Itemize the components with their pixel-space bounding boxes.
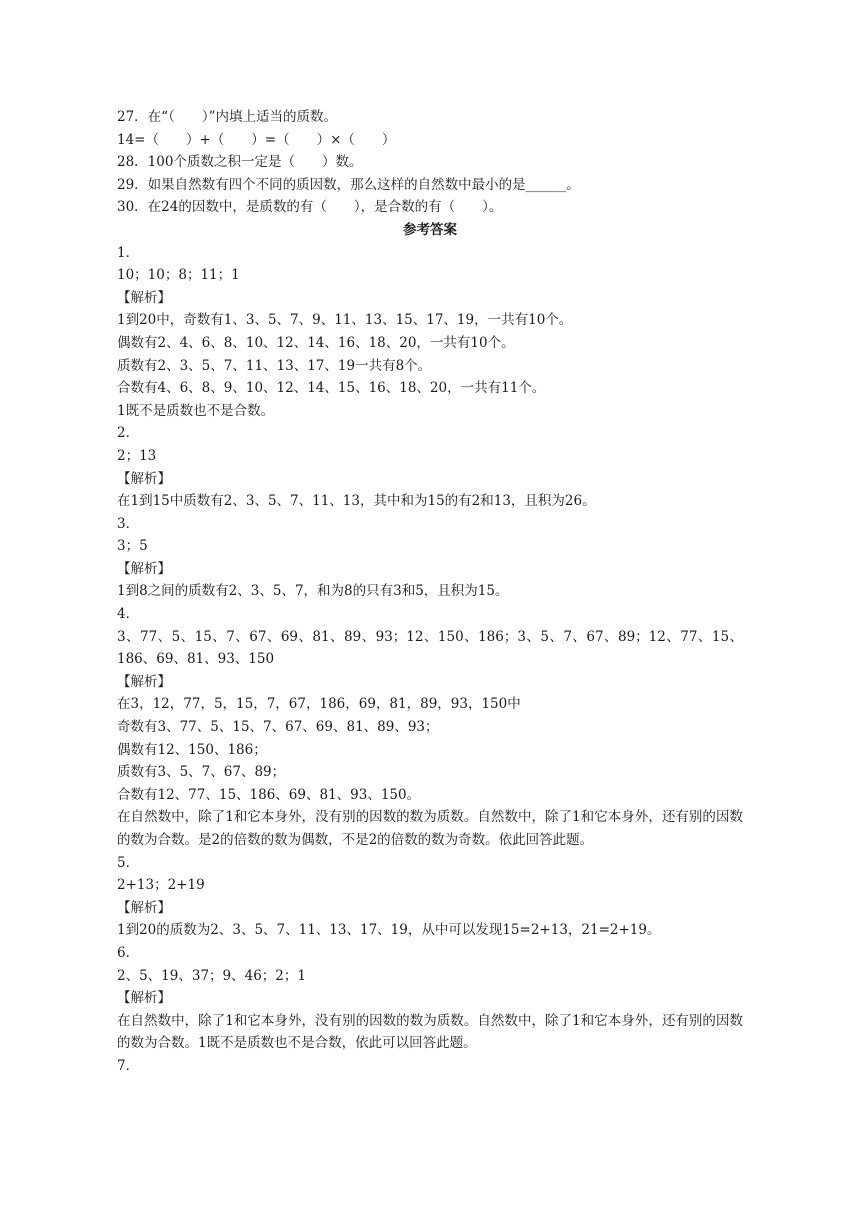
answer-4-analysis-composite: 合数有12、77、15、186、69、81、93、150。 [117, 786, 421, 803]
answer-1-analysis-odd: 1到20中，奇数有1、3、5、7、9、11、13、15、17、19，一共有10个。 [117, 312, 573, 329]
answer-4-analysis-odd: 奇数有3、77、5、15、7、67、69、81、89、93； [117, 719, 439, 736]
answer-1-value: 10；10；8；11；1 [117, 267, 240, 284]
answer-2-value: 2；13 [117, 447, 157, 464]
answer-2-analysis-label: 【解析】 [117, 470, 171, 487]
answer-1-analysis-composite: 合数有4、6、8、9、10、12、14、15、16、18、20，一共有11个。 [117, 380, 546, 397]
answer-5-analysis: 1到20的质数为2、3、5、7、11、13、17、19，从中可以发现15=2+13，21=2+19。 [117, 922, 661, 939]
answer-6-value: 2、5、19、37；9、46；2；1 [117, 967, 306, 984]
answer-6-analysis-label: 【解析】 [117, 990, 171, 1007]
answer-4-number: 4． [117, 606, 140, 623]
answer-7-number: 7． [117, 1057, 140, 1074]
answer-1-number: 1． [117, 244, 140, 261]
answer-1-analysis-one: 1既不是质数也不是合数。 [117, 402, 275, 419]
answer-5-number: 5． [117, 854, 140, 871]
answer-6-number: 6． [117, 944, 140, 961]
answer-3-analysis-label: 【解析】 [117, 560, 171, 577]
answer-1-analysis-prime: 质数有2、3、5、7、11、13、17、19一共有8个。 [117, 357, 432, 374]
answer-5-analysis-label: 【解析】 [117, 899, 171, 916]
answer-1-analysis-label: 【解析】 [117, 289, 171, 306]
answer-3-value: 3；5 [117, 538, 148, 555]
question-29: 29．如果自然数有四个不同的质因数，那么这样的自然数中最小的是______。 [117, 176, 580, 193]
question-27-equation: 14=（ ）+（ ）=（ ）×（ ） [117, 131, 396, 148]
question-27: 27．在“（ ）”内填上适当的质数。 [117, 109, 337, 125]
answer-2-number: 2． [117, 425, 140, 442]
answer-6-analysis: 在自然数中，除了1和它本身外，没有别的因数的数为质数。自然数中，除了1和它本身外，还有别的因数的数为合数。1既不是质数也不是合数，依此可以回答此题。 [117, 1012, 743, 1052]
document-page [117, 106, 743, 1078]
answer-3-analysis: 1到8之间的质数有2、3、5、7，和为8的只有3和5，且积为15。 [117, 583, 509, 600]
answer-4-analysis-set: 在3，12，77，5，15，7，67，186，69，81，89，93，150中 [117, 696, 521, 713]
answer-4-analysis-prime: 质数有3、5、7、67、89； [117, 764, 286, 781]
answers-heading: 参考答案 [403, 221, 457, 238]
answer-4-analysis-even: 偶数有12、150、186； [117, 741, 267, 758]
question-28: 28．100个质数之积一定是（ ）数。 [117, 154, 363, 171]
answer-4-value: 3、77、5、15、7、67、69、81、89、93；12、150、186；3、5、7、67、89；12、77、15、186、69、81、93、150 [117, 628, 743, 668]
answer-2-analysis: 在1到15中质数有2、3、5、7、11、13，其中和为15的有2和13，且积为26。 [117, 493, 596, 510]
question-30: 30．在24的因数中，是质数的有（ ），是合数的有（ ）。 [117, 199, 503, 216]
answer-5-value: 2+13；2+19 [117, 877, 205, 894]
answer-3-number: 3． [117, 515, 140, 532]
answer-4-analysis-label: 【解析】 [117, 673, 171, 690]
answer-4-analysis-definition: 在自然数中，除了1和它本身外，没有别的因数的数为质数。自然数中，除了1和它本身外，还有别的因数的数为合数。是2的倍数的数为偶数，不是2的倍数的数为奇数。依此回答此题。 [117, 809, 743, 848]
answer-1-analysis-even: 偶数有2、4、6、8、10、12、14、16、18、20，一共有10个。 [117, 334, 515, 351]
